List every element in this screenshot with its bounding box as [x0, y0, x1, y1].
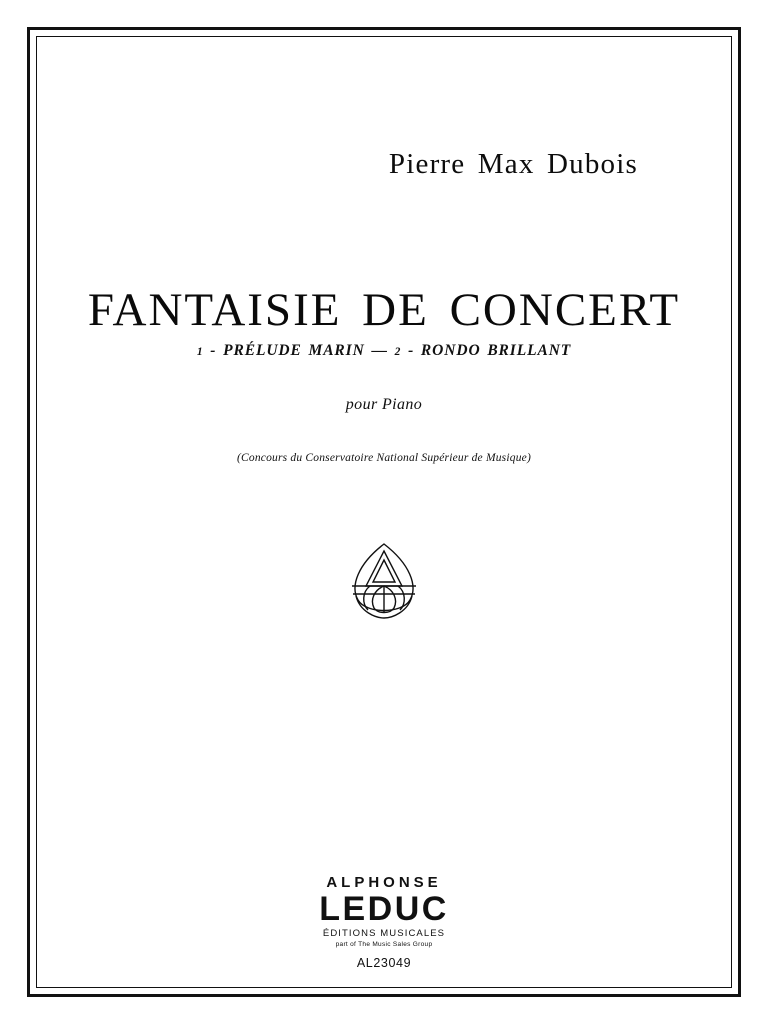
title-block	[46, 286, 722, 464]
publisher-leduc: LEDUC	[319, 890, 449, 928]
cover-content	[46, 46, 722, 978]
publisher-alphonse: ALPHONSE	[326, 874, 442, 891]
movement-1-title: - PRÉLUDE MARIN —	[210, 342, 388, 360]
publisher-imprint	[46, 874, 722, 948]
movement-2-number: 2	[394, 346, 402, 359]
movement-list	[46, 342, 722, 360]
publisher-group: part of The Music Sales Group	[335, 941, 433, 948]
publisher-editions: ÉDITIONS MUSICALES	[322, 928, 446, 939]
page-title: FANTAISIE DE CONCERT	[87, 284, 681, 336]
movement-1-number: 1	[196, 346, 204, 359]
catalog-number: AL23049	[356, 956, 412, 970]
leduc-publisher-emblem-icon	[340, 538, 428, 620]
composer-name: Pierre Max Dubois	[388, 148, 638, 180]
movement-2-title: - RONDO BRILLANT	[408, 342, 572, 360]
instrumentation-label: pour Piano	[345, 396, 423, 414]
competition-note: (Concours du Conservatoire National Supérieur de Musique)	[237, 452, 531, 465]
